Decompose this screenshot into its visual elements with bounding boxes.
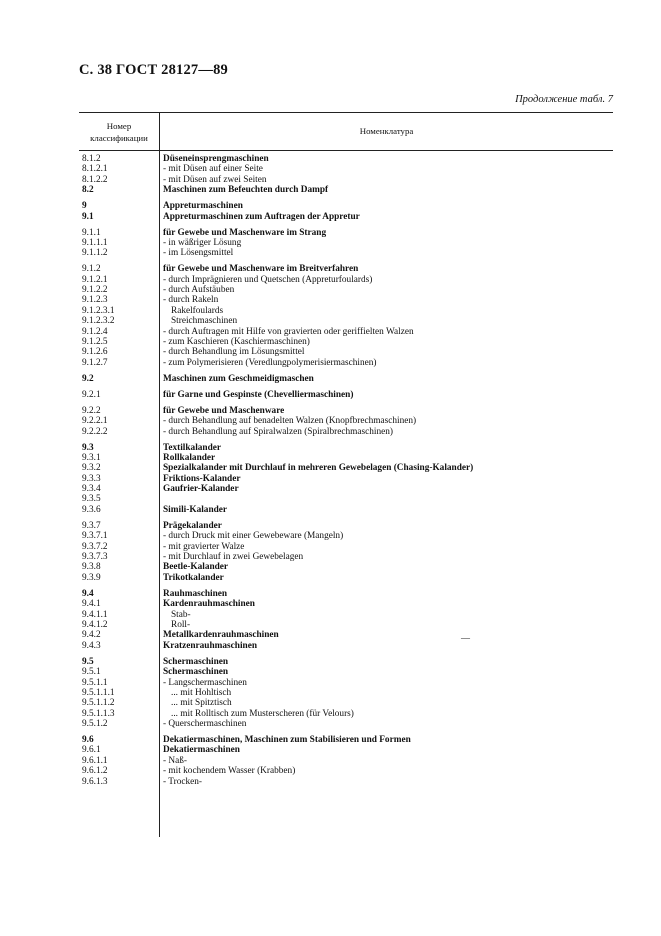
table-row [79,463,613,473]
nomenclature-text: Rollkalander [163,452,216,463]
nomenclature-text: ... mit Hohltisch [171,687,232,698]
table-row [79,164,613,174]
classification-number: 9.1.2.3.2 [82,316,115,327]
classification-number: 9.1.2 [82,264,101,275]
classification-number: 9.1.1 [82,227,101,238]
classification-number: 8.1.2 [82,154,101,164]
table-row [79,610,613,620]
table-row [79,620,613,630]
table-row [79,494,613,504]
table-row [79,531,613,541]
table-row [79,406,613,416]
classification-number: 9.3.8 [82,562,101,573]
table-row [79,443,613,453]
column-header-number [79,120,159,144]
nomenclature-text: - durch Imprägnieren und Quetschen (Appreturfoulards) [163,274,373,285]
nomenclature-text: - durch Druck mit einer Gewebeware (Mangeln) [163,531,344,542]
classification-number: 9.1.1.1 [82,237,108,248]
classification-number: 9.3.3 [82,473,101,484]
classification-number: 9.3.7 [82,520,101,531]
table-row [79,390,613,400]
nomenclature-text: - zum Kaschieren (Kaschiermaschinen) [163,337,310,348]
classification-number: 9.3.7.1 [82,531,108,542]
nomenclature-text: Friktions-Kalander [163,473,241,484]
classification-table [79,112,613,837]
table-row [79,427,613,437]
nomenclature-text: Düseneinsprengmaschinen [163,154,269,164]
classification-number: 9.5.1.1.2 [82,698,115,709]
classification-number: 8.2 [82,185,94,196]
nomenclature-text: - durch Behandlung auf Spiralwalzen (Spiralbrechmaschinen) [163,426,394,437]
nomenclature-text: - Naß- [163,755,188,766]
classification-number: 9.1.2.5 [82,337,108,348]
table-row [79,766,613,776]
table-row [79,275,613,285]
table-row [79,678,613,688]
nomenclature-text: - in wäßriger Lösung [163,237,242,248]
classification-number: 9.1.2.3 [82,295,108,306]
table-row [79,285,613,295]
classification-number: 9.4 [82,588,94,599]
classification-number: 8.1.2.1 [82,164,108,175]
classification-number: 9.3.7.3 [82,552,108,563]
nomenclature-text: - mit gravierter Walze [163,541,245,552]
classification-number: 9.1.2.3.1 [82,305,115,316]
stray-dash-mark: — [461,633,470,643]
table-row [79,316,613,326]
classification-number: 9.3.6 [82,504,101,515]
nomenclature-text: für Garne und Gespinste (Chevelliermaschinen) [163,389,354,400]
table-row [79,735,613,745]
table-row [79,573,613,583]
table-row [79,542,613,552]
nomenclature-text: - Langschermaschinen [163,677,247,688]
classification-number: 9.5.1.1.3 [82,708,115,719]
table-row [79,505,613,515]
classification-number: 9.6.1.1 [82,755,108,766]
nomenclature-text: - Querschermaschinen [163,719,247,730]
classification-number: 9.1 [82,211,94,222]
table-row [79,521,613,531]
table-row [79,175,613,185]
classification-number: 9.2.1 [82,389,101,400]
table-row [79,745,613,755]
nomenclature-text: - zum Polymerisieren (Veredlungpolymerisiermaschinen) [163,357,377,368]
nomenclature-text: Streichmaschinen [171,316,238,327]
nomenclature-text: Prägekalander [163,520,222,531]
nomenclature-text: Appreturmaschinen [163,201,243,212]
nomenclature-text: Beetle-Kalander [163,562,229,573]
classification-number: 9.6.1 [82,745,101,756]
table-row [79,228,613,238]
page-header: С. 38 ГОСТ 28127—89 [79,62,228,78]
nomenclature-text: - mit Düsen auf einer Seite [163,164,263,175]
classification-number: 9.1.2.2 [82,285,108,296]
nomenclature-text: Schermaschinen [163,656,229,667]
classification-number: 9.2.2 [82,405,101,416]
nomenclature-text: Textilkalander [163,442,222,453]
nomenclature-text: - mit Durchlauf in zwei Gewebelagen [163,552,304,563]
table-row [79,657,613,667]
table-row [79,416,613,426]
table-row [79,374,613,384]
nomenclature-text: für Gewebe und Maschenware [163,405,285,416]
nomenclature-text: - durch Auftragen mit Hilfe von gravierten oder geriffielten Walzen [163,326,414,337]
nomenclature-text: Kratzenrauhmaschinen [163,640,257,651]
classification-number: 9.5 [82,656,94,667]
table-row [79,264,613,274]
classification-number: 9.3 [82,442,94,453]
nomenclature-text: Spezialkalander mit Durchlauf in mehreren Gewebelagen (Chasing-Kalander) [163,463,474,474]
nomenclature-text: Kardenrauhmaschinen [163,599,255,610]
table-row [79,589,613,599]
table-continuation-note: Продолжение табл. 7 [515,94,613,105]
classification-number: 9.6 [82,735,94,746]
table-row [79,347,613,357]
nomenclature-text: - durch Rakeln [163,295,219,306]
nomenclature-text: Gaufrier-Kalander [163,484,239,495]
table-row [79,295,613,305]
classification-number: 9.3.2 [82,463,101,474]
classification-number: 9.6.1.2 [82,766,108,777]
table-row [79,474,613,484]
table-row [79,698,613,708]
table-row [79,484,613,494]
classification-number: 9.5.1.1.1 [82,687,115,698]
table-row [79,238,613,248]
nomenclature-text [159,494,163,504]
nomenclature-text: ... mit Spitztisch [171,698,232,709]
nomenclature-text: Maschinen zum Geschmeidigmaschen [163,373,314,384]
nomenclature-text: - mit Düsen auf zwei Seiten [163,174,267,185]
classification-number: 9.1.2.7 [82,357,108,368]
table-row [79,719,613,729]
table-row [79,688,613,698]
table-row [79,709,613,719]
classification-number: 9.5.1.1 [82,677,108,688]
table-row [79,327,613,337]
classification-number: 9.3.4 [82,484,101,495]
nomenclature-text: für Gewebe und Maschenware im Strang [163,227,327,238]
table-row [79,777,613,787]
table-row [79,212,613,222]
nomenclature-text: Metallkardenrauhmaschinen [163,630,279,641]
classification-number: 9.1.2.1 [82,274,108,285]
nomenclature-text: Appreturmaschinen zum Auftragen der Appretur [163,211,360,222]
nomenclature-text: Schermaschinen [163,667,229,678]
column-header-nomenclature: Номенклатура [359,126,414,136]
classification-number: 9.1.1.2 [82,248,108,259]
nomenclature-text: Stab- [171,609,191,620]
classification-number: 9 [82,201,87,212]
table-row [79,641,613,651]
classification-number: 8.1.2.2 [82,174,108,185]
classification-number: 9.4.2 [82,630,101,641]
table-row [79,562,613,572]
classification-number: 9.2.2.2 [82,426,108,437]
classification-number: 9.4.1.2 [82,619,108,630]
classification-number: 9.3.7.2 [82,541,108,552]
classification-number: 9.1.2.6 [82,347,108,358]
nomenclature-text: Dekatiermaschinen [163,745,240,756]
nomenclature-text: Simili-Kalander [163,504,228,515]
classification-number: 9.3.1 [82,452,101,463]
nomenclature-text: Rakelfoulards [171,305,224,316]
classification-number: 9.3.9 [82,572,101,583]
nomenclature-text: - im Lösengsmittel [163,248,234,259]
table-row [79,201,613,211]
table-row [79,185,613,195]
header-rule [79,150,613,151]
classification-number: 9.1.2.4 [82,326,108,337]
nomenclature-text: - durch Behandlung auf benadelten Walzen (Knopfbrechmaschinen) [163,416,417,427]
classification-number: 9.5.1 [82,667,101,678]
nomenclature-text: Dekatiermaschinen, Maschinen zum Stabilisieren und Formen [163,735,411,746]
nomenclature-text: Roll- [171,619,191,630]
table-row [79,667,613,677]
nomenclature-text: Maschinen zum Befeuchten durch Dampf [163,185,329,196]
table-row [79,756,613,766]
table-row [79,552,613,562]
classification-number: 9.4.1 [82,599,101,610]
column-header-number-line2: классификации [90,133,148,143]
table-body [79,154,613,787]
classification-number: 9.6.1.3 [82,776,108,787]
nomenclature-text: - durch Aufstäuben [163,285,235,296]
table-row [79,453,613,463]
classification-number: 9.4.1.1 [82,609,108,620]
table-row [79,306,613,316]
column-header-number-line1: Номер [106,121,132,131]
classification-number: 9.3.5 [82,494,101,505]
table-row [79,630,613,640]
table-row [79,154,613,164]
nomenclature-text: für Gewebe und Maschenware im Breitverfahren [163,264,359,275]
classification-number: 9.2.2.1 [82,416,108,427]
nomenclature-text: ... mit Rolltisch zum Musterscheren (für Velours) [171,708,354,719]
classification-number: 9.5.1.2 [82,719,108,730]
nomenclature-text: - Trocken- [163,776,202,787]
classification-number: 9.2 [82,373,94,384]
nomenclature-text: - durch Behandlung im Lösungsmittel [163,347,305,358]
classification-number: 9.4.3 [82,640,101,651]
table-row [79,358,613,368]
table-row [79,337,613,347]
nomenclature-text: - mit kochendem Wasser (Krabben) [163,766,296,777]
nomenclature-text: Trikotkalander [163,572,224,583]
table-row [79,599,613,609]
nomenclature-text: Rauhmaschinen [163,588,228,599]
table-row [79,248,613,258]
